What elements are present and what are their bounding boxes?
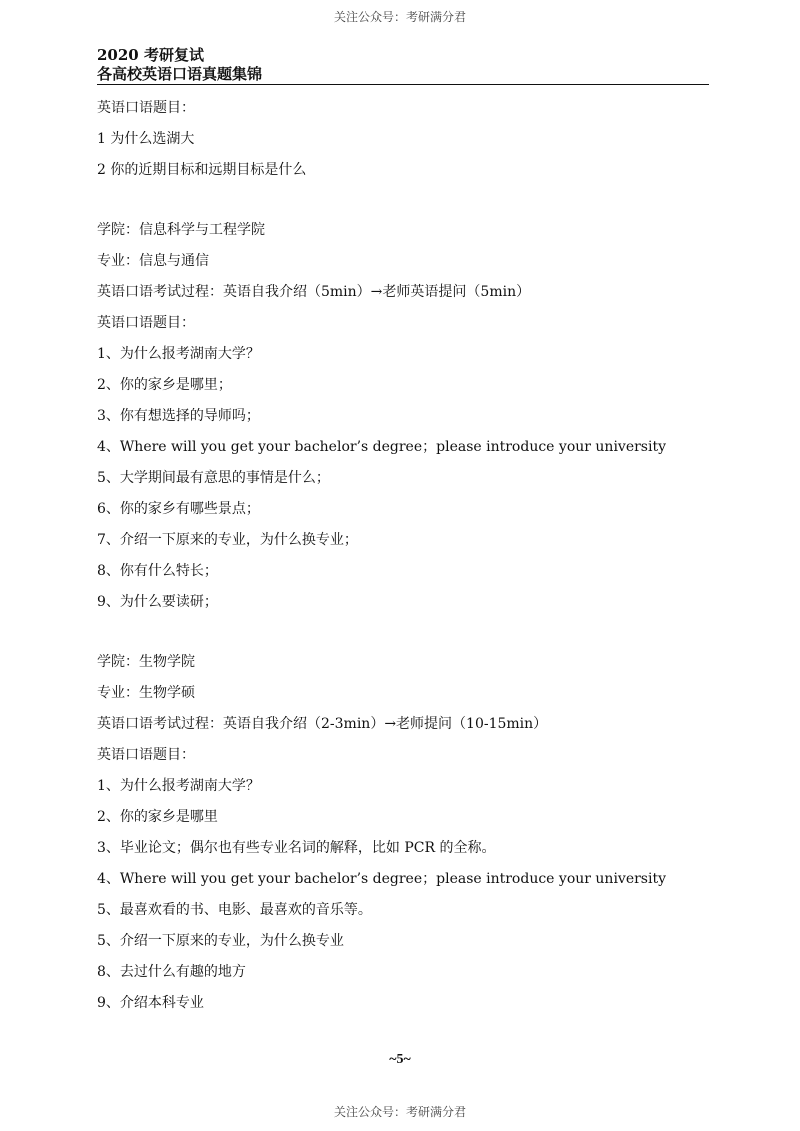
document-header <box>97 46 709 84</box>
question-item: 2、你的家乡是哪里 <box>97 809 218 825</box>
question-item: 5、最喜欢看的书、电影、最喜欢的音乐等。 <box>97 902 372 918</box>
exam-process-line: 英语口语考试过程：英语自我介绍（2-3min）→老师提问（10-15min） <box>97 716 548 732</box>
question-item: 8、去过什么有趣的地方 <box>97 964 246 980</box>
question-item: 1、为什么报考湖南大学？ <box>97 346 260 362</box>
watermark-top: 关注公众号：考研满分君 <box>333 10 466 24</box>
question-item: 2、你的家乡是哪里； <box>97 377 232 393</box>
question-item: 7、介绍一下原来的专业，为什么换专业； <box>97 532 358 548</box>
watermark-bottom: 关注公众号：考研满分君 <box>333 1105 466 1119</box>
question-item: 3、毕业论文；偶尔也有些专业名词的解释，比如 PCR 的全称。 <box>97 840 496 856</box>
major-line: 专业：信息与通信 <box>97 253 209 269</box>
major-line: 专业：生物学硕 <box>97 685 195 701</box>
college-line: 学院：生物学院 <box>97 654 195 670</box>
question-item: 4、Where will you get your bachelor’s degree；please introduce your university <box>97 439 667 455</box>
header-title: 2020 考研复试 <box>97 46 204 64</box>
section-spacer <box>97 623 717 652</box>
question-item: 4、Where will you get your bachelor’s degree；please introduce your university <box>97 871 667 887</box>
header-divider <box>97 84 709 85</box>
section-spacer <box>97 191 717 220</box>
exam-process-line: 英语口语考试过程：英语自我介绍（5min）→老师英语提问（5min） <box>97 284 531 300</box>
college-line: 学院：信息科学与工程学院 <box>97 222 265 238</box>
section-biology <box>97 652 717 1024</box>
header-subtitle: 各高校英语口语真题集锦 <box>97 65 263 83</box>
question-item: 5、大学期间最有意思的事情是什么； <box>97 470 330 486</box>
questions-label: 英语口语题目： <box>97 100 195 116</box>
question-item: 2 你的近期目标和远期目标是什么 <box>97 162 307 178</box>
document-body <box>97 98 717 1024</box>
section-hunan-university-questions <box>97 98 717 191</box>
question-item: 9、介绍本科专业 <box>97 995 204 1011</box>
section-information-science <box>97 220 717 623</box>
question-item: 3、你有想选择的导师吗； <box>97 408 260 424</box>
questions-label: 英语口语题目： <box>97 315 195 331</box>
question-item: 6、你的家乡有哪些景点； <box>97 501 260 517</box>
question-item: 1 为什么选湖大 <box>97 131 195 147</box>
questions-label: 英语口语题目： <box>97 747 195 763</box>
question-item: 5、介绍一下原来的专业，为什么换专业 <box>97 933 344 949</box>
question-item: 8、你有什么特长； <box>97 563 218 579</box>
question-item: 9、为什么要读研； <box>97 594 218 610</box>
question-item: 1、为什么报考湖南大学？ <box>97 778 260 794</box>
page-number: ~5~ <box>389 1052 411 1067</box>
